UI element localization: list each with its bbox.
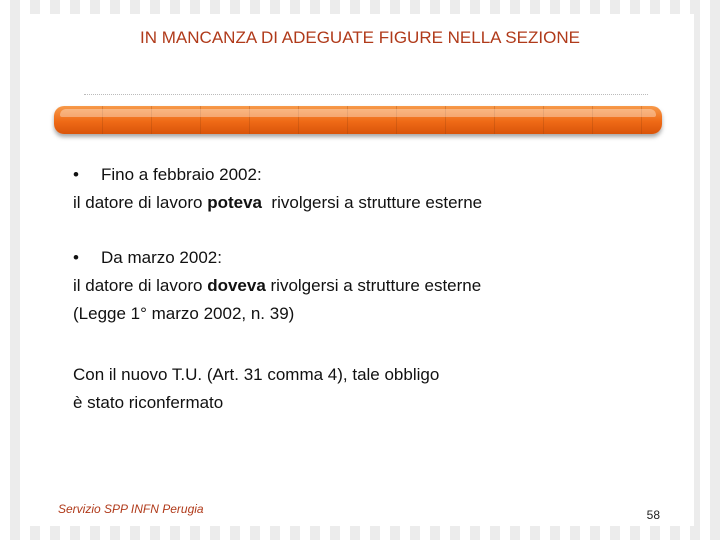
paragraph-1-text-bold: poteva (207, 193, 262, 212)
dotted-ruler (84, 94, 648, 106)
slide-title: IN MANCANZA DI ADEGUATE FIGURE NELLA SEZIONE (140, 28, 580, 47)
ruler-line (84, 94, 648, 95)
paragraph-2-line-2 (73, 272, 673, 300)
paragraph-3 (73, 361, 673, 417)
paragraph-2-heading: Da marzo 2002: (101, 248, 222, 267)
paragraph-2-text-pre: il datore di lavoro (73, 276, 208, 295)
paragraph-1-line-2 (73, 189, 673, 217)
paragraph-2-text-bold: doveva (207, 276, 266, 295)
bar-highlight (60, 109, 656, 117)
bullet-icon: • (73, 248, 79, 267)
paragraph-1 (73, 161, 673, 217)
paragraph-1-heading: Fino a febbraio 2002: (101, 165, 262, 184)
paragraph-1-text-post: rivolgersi a strutture esterne (261, 193, 483, 212)
paragraph-2-line-1 (73, 244, 673, 272)
paragraph-2 (73, 244, 673, 328)
bullet-icon: • (73, 165, 79, 184)
paragraph-2-line-3: (Legge 1° marzo 2002, n. 39) (73, 304, 295, 323)
orange-title-bar (54, 106, 662, 134)
footer-label: Servizio SPP INFN Perugia (58, 502, 204, 516)
paragraph-2-text-post: rivolgersi a strutture esterne (265, 276, 482, 295)
paragraph-1-text-pre: il datore di lavoro (73, 193, 208, 212)
paragraph-1-line-1 (73, 161, 673, 189)
paragraph-3-line-2: è stato riconfermato (73, 393, 224, 412)
paragraph-3-line-1: Con il nuovo T.U. (Art. 31 comma 4), tale obbligo (73, 365, 440, 384)
page-number: 58 (646, 508, 660, 522)
